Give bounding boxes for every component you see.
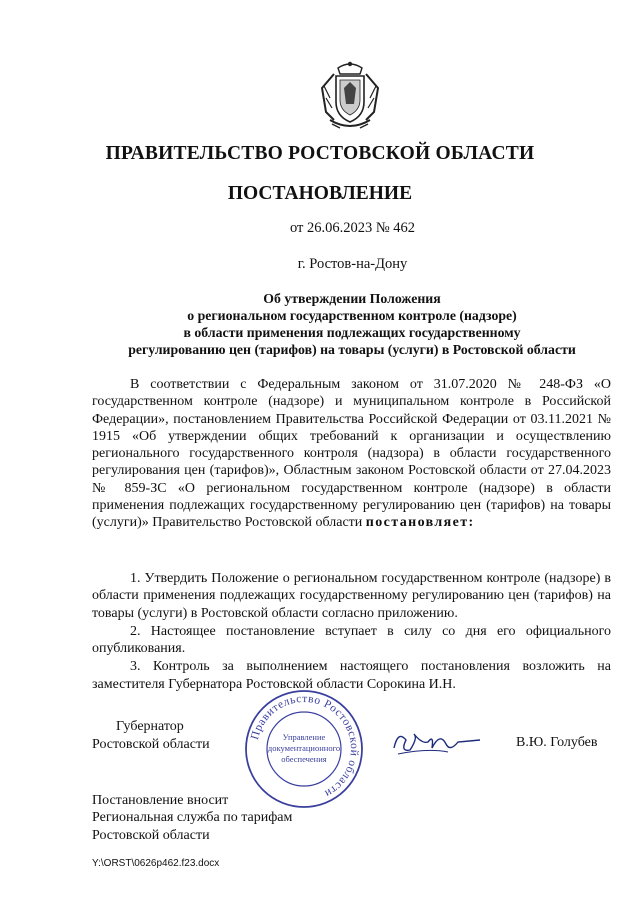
stamp-center-line: документационного [267, 743, 341, 753]
preamble-text: В соответствии с Федеральным законом от 31.07.2020 № 248-ФЗ «О государственном контроле (надзоре) и муниципальном контроле в Российской Федерации», постановлением Правительства Российской Федерации от 03.11.2021 № 1915 «Об утверждении общих требований к организации и осуществлению регионального государственного контроля (надзора) в области государственного регулирования цен (тарифов)», Областным законом Ростовской области от 27.04.2023 № 859-ЗС «О региональном государственном контроле (надзоре) в области применения подлежащих государственному регулированию цен (тарифов) на товары (услуги)» Правительство Ростовской области [92, 377, 611, 531]
submitter-line: Ростовской области [92, 827, 210, 843]
handwritten-signature [388, 722, 484, 764]
coat-of-arms-icon [316, 58, 384, 134]
heading-line: в области применения подлежащих государственному [183, 325, 521, 340]
decree-word: постановляет: [365, 515, 475, 531]
submitter-line: Постановление вносит [92, 793, 229, 808]
document-place: г. Ростов-на-Дону [297, 256, 408, 272]
heading-line: Об утверждении Положения [263, 291, 441, 306]
document-date-number: от 26.06.2023 № 462 [289, 220, 416, 236]
file-path: Y:\ORST\0626p462.f23.docx [92, 858, 220, 869]
resolution-points [92, 570, 611, 694]
government-title: ПРАВИТЕЛЬСТВО РОСТОВСКОЙ ОБЛАСТИ [105, 143, 535, 164]
point-item: 3. Контроль за выполнением настоящего постановления возложить на заместителя Губернатора Ростовской области Сорокина И.Н. [92, 659, 611, 692]
preamble-paragraph [92, 376, 611, 532]
stamp-ring-text: Правительство Ростовской области [248, 692, 361, 800]
signatory-title-line: Губернатор [116, 719, 184, 734]
heading-line: регулированию цен (тарифов) на товары (услуги) в Ростовской области [128, 342, 576, 357]
signatory-name: В.Ю. Голубев [516, 735, 598, 750]
point-item: 2. Настоящее постановление вступает в силу со дня его официального опубликования. [92, 623, 611, 657]
submitter-line: Региональная служба по тарифам [92, 810, 293, 826]
signatory-position [92, 718, 210, 753]
signatory-title-line: Ростовской области [92, 736, 210, 752]
heading-line: о региональном государственном контроле (надзоре) [187, 308, 517, 323]
document-heading [92, 290, 612, 358]
stamp-center-line: Управление [282, 732, 326, 742]
document-type: ПОСТАНОВЛЕНИЕ [227, 183, 413, 204]
point-item: 1. Утвердить Положение о региональном государственном контроле (надзоре) в области применения подлежащих государственному регулированию цен (тарифов) на товары (услуги) в Ростовской области согласно приложению. [92, 571, 611, 621]
stamp-center-line: обеспечения [281, 754, 327, 764]
submitter-block [92, 792, 292, 844]
